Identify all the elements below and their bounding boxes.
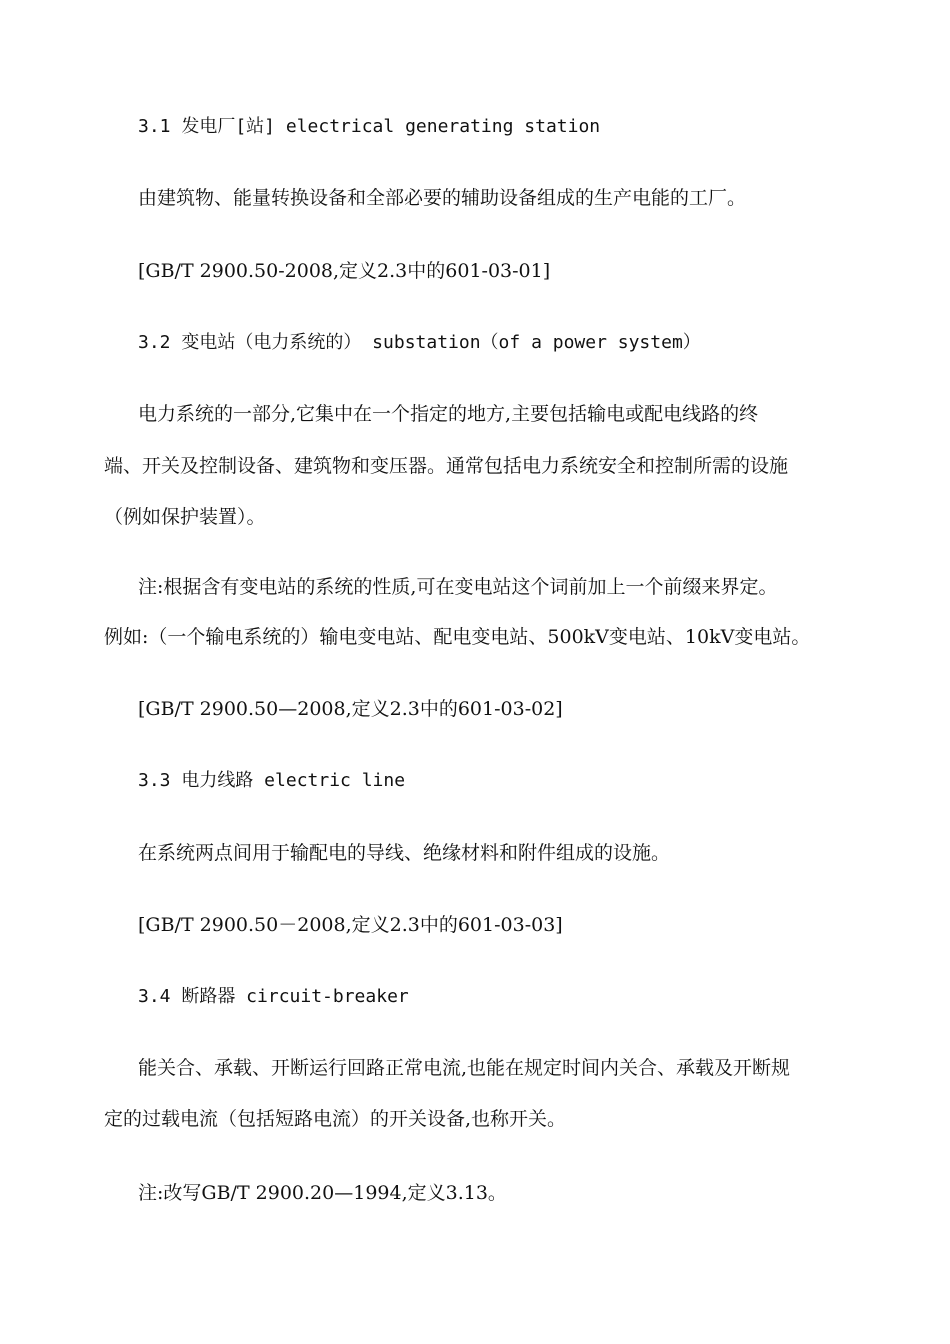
section-3-2-definition-line-1: 电力系统的一部分,它集中在一个指定的地方,主要包括输电或配电线路的终: [138, 403, 759, 425]
section-3-4-definition-line-1: 能关合、承载、开断运行回路正常电流,也能在规定时间内关合、承载及开断规: [138, 1057, 791, 1079]
section-3-2-definition-line-2: 端、开关及控制设备、建筑物和变压器。通常包括电力系统安全和控制所需的设施: [104, 455, 789, 477]
section-3-4-definition-line-2: 定的过载电流（包括短路电流）的开关设备,也称开关。: [104, 1108, 567, 1130]
section-3-4-note: 注:改写GB/T 2900.20—1994,定义3.13。: [138, 1182, 507, 1204]
section-3-3-definition: 在系统两点间用于输配电的导线、绝缘材料和附件组成的设施。: [138, 842, 671, 864]
section-3-1-definition: 由建筑物、能量转换设备和全部必要的辅助设备组成的生产电能的工厂。: [138, 187, 747, 209]
section-3-1-reference: [GB/T 2900.50-2008,定义2.3中的601-03-01]: [138, 260, 551, 282]
section-3-2-note-line-1: 注:根据含有变电站的系统的性质,可在变电站这个词前加上一个前缀来界定。: [138, 576, 778, 598]
section-3-2-reference: [GB/T 2900.50—2008,定义2.3中的601-03-02]: [138, 698, 563, 720]
section-3-3-heading: 3.3 电力线路 electric line: [138, 770, 406, 791]
section-3-4-heading: 3.4 断路器 circuit-breaker: [138, 986, 409, 1007]
section-3-2-note-line-2: 例如:（一个输电系统的）输电变电站、配电变电站、500kV变电站、10kV变电站。: [104, 626, 811, 648]
section-3-2-heading: 3.2 变电站（电力系统的） substation（of a power system）: [138, 332, 701, 353]
section-3-3-reference: [GB/T 2900.50－2008,定义2.3中的601-03-03]: [138, 914, 563, 936]
section-3-2-definition-line-3: （例如保护装置）。: [104, 506, 266, 528]
section-3-1-heading: 3.1 发电厂[站] electrical generating station: [138, 116, 601, 137]
